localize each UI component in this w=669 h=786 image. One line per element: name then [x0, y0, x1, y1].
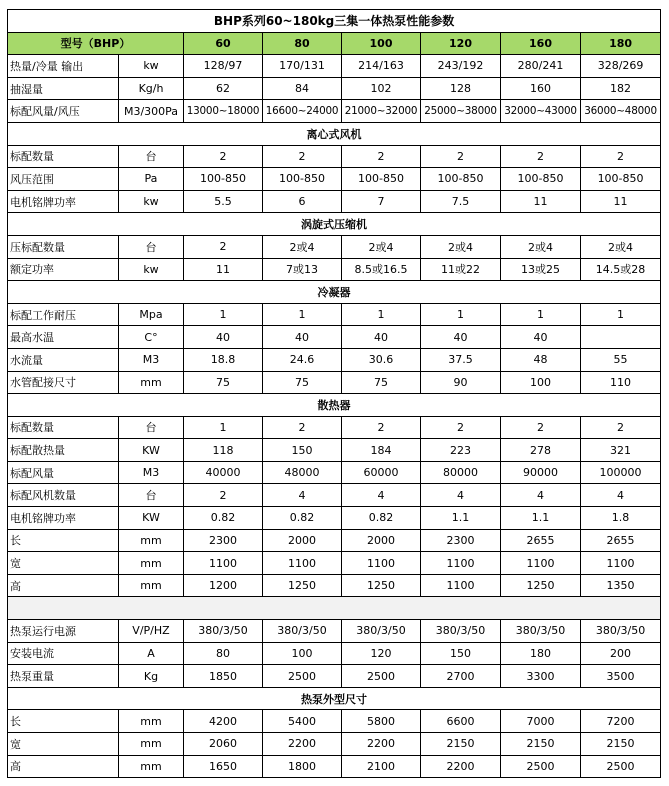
value-cell: 1250 [342, 574, 421, 597]
value-cell: 100-850 [581, 168, 661, 191]
row-unit: mm [119, 574, 184, 597]
value-cell: 11或22 [421, 258, 501, 281]
value-cell: 21000~32000 [342, 100, 421, 123]
value-cell: 1100 [501, 552, 581, 575]
spec-table [7, 9, 661, 778]
section-title: 离心式风机 [8, 122, 661, 145]
row-unit: kw [119, 190, 184, 213]
value-cell: 278 [501, 439, 581, 462]
model-160: 160 [501, 32, 581, 55]
section-row [8, 687, 661, 710]
value-cell: 100-850 [263, 168, 342, 191]
value-cell: 1800 [263, 755, 342, 778]
value-cell: 100000 [581, 461, 661, 484]
value-cell: 2000 [263, 529, 342, 552]
value-cell: 1100 [581, 552, 661, 575]
value-cell: 40 [501, 326, 581, 349]
value-cell: 180 [501, 642, 581, 665]
value-cell: 90 [421, 371, 501, 394]
value-cell: 182 [581, 77, 661, 100]
row-unit: 台 [119, 235, 184, 258]
value-cell: 1 [263, 303, 342, 326]
row-unit: M3 [119, 348, 184, 371]
table-row [8, 168, 661, 191]
value-cell: 13或25 [501, 258, 581, 281]
value-cell: 2500 [501, 755, 581, 778]
model-60: 60 [184, 32, 263, 55]
value-cell: 40 [184, 326, 263, 349]
value-cell: 60000 [342, 461, 421, 484]
section-row [8, 394, 661, 417]
row-label: 压标配数量 [8, 235, 119, 258]
value-cell: 150 [263, 439, 342, 462]
row-label: 标配数量 [8, 145, 119, 168]
value-cell: 62 [184, 77, 263, 100]
row-label: 宽 [8, 733, 119, 756]
value-cell: 380/3/50 [263, 620, 342, 643]
row-unit: KW [119, 439, 184, 462]
value-cell: 2或4 [501, 235, 581, 258]
value-cell: 1100 [263, 552, 342, 575]
value-cell: 110 [581, 371, 661, 394]
value-cell: 2 [263, 416, 342, 439]
value-cell: 2150 [421, 733, 501, 756]
value-cell: 1100 [342, 552, 421, 575]
row-label: 抽湿量 [8, 77, 119, 100]
spec-table-body [8, 10, 661, 778]
value-cell: 102 [342, 77, 421, 100]
value-cell: 8.5或16.5 [342, 258, 421, 281]
value-cell: 128/97 [184, 55, 263, 78]
title-row [8, 10, 661, 33]
value-cell: 3300 [501, 665, 581, 688]
table-row [8, 439, 661, 462]
table-row [8, 190, 661, 213]
spacer-cell [8, 597, 661, 620]
value-cell: 380/3/50 [184, 620, 263, 643]
value-cell: 1 [184, 303, 263, 326]
value-cell: 2200 [342, 733, 421, 756]
value-cell: 2150 [501, 733, 581, 756]
value-cell: 2 [421, 145, 501, 168]
table-row [8, 733, 661, 756]
value-cell: 7.5 [421, 190, 501, 213]
value-cell: 1100 [184, 552, 263, 575]
row-label: 热量/冷量 输出 [8, 55, 119, 78]
value-cell: 1.1 [421, 507, 501, 530]
value-cell: 6600 [421, 710, 501, 733]
value-cell: 2 [184, 145, 263, 168]
value-cell: 1 [581, 303, 661, 326]
value-cell: 11 [501, 190, 581, 213]
value-cell: 2 [501, 416, 581, 439]
section-title: 冷凝器 [8, 281, 661, 304]
row-unit: V/P/HZ [119, 620, 184, 643]
value-cell: 4 [263, 484, 342, 507]
value-cell: 5.5 [184, 190, 263, 213]
value-cell: 2500 [263, 665, 342, 688]
value-cell: 6 [263, 190, 342, 213]
table-row [8, 416, 661, 439]
table-row [8, 710, 661, 733]
row-label: 标配风量/风压 [8, 100, 119, 123]
value-cell: 2或4 [342, 235, 421, 258]
row-label: 水管配接尺寸 [8, 371, 119, 394]
row-unit: mm [119, 755, 184, 778]
value-cell: 1850 [184, 665, 263, 688]
value-cell: 150 [421, 642, 501, 665]
value-cell: 1 [342, 303, 421, 326]
spec-sheet [7, 9, 660, 778]
value-cell: 75 [342, 371, 421, 394]
value-cell: 7200 [581, 710, 661, 733]
row-label: 标配风机数量 [8, 484, 119, 507]
value-cell: 380/3/50 [421, 620, 501, 643]
row-unit: mm [119, 733, 184, 756]
table-row [8, 303, 661, 326]
value-cell: 100-850 [184, 168, 263, 191]
value-cell: 2 [421, 416, 501, 439]
value-cell: 100-850 [501, 168, 581, 191]
row-unit: mm [119, 552, 184, 575]
row-unit: 台 [119, 145, 184, 168]
value-cell: 2 [581, 416, 661, 439]
table-row [8, 77, 661, 100]
value-cell: 48 [501, 348, 581, 371]
value-cell: 5800 [342, 710, 421, 733]
value-cell: 128 [421, 77, 501, 100]
value-cell: 2或4 [263, 235, 342, 258]
row-unit: mm [119, 371, 184, 394]
model-180: 180 [581, 32, 661, 55]
row-label: 安装电流 [8, 642, 119, 665]
value-cell: 200 [581, 642, 661, 665]
row-unit: M3/300Pa [119, 100, 184, 123]
row-label: 标配散热量 [8, 439, 119, 462]
section-title: 涡旋式压缩机 [8, 213, 661, 236]
section-title: 热泵外型尺寸 [8, 687, 661, 710]
value-cell: 170/131 [263, 55, 342, 78]
spacer-row [8, 597, 661, 620]
row-unit: mm [119, 529, 184, 552]
section-row [8, 122, 661, 145]
value-cell: 24.6 [263, 348, 342, 371]
table-row [8, 755, 661, 778]
value-cell: 2或4 [421, 235, 501, 258]
value-cell: 7或13 [263, 258, 342, 281]
value-cell: 2 [184, 235, 263, 258]
value-cell: 4200 [184, 710, 263, 733]
value-cell: 7 [342, 190, 421, 213]
table-row [8, 100, 661, 123]
row-label: 标配数量 [8, 416, 119, 439]
value-cell: 214/163 [342, 55, 421, 78]
row-unit: M3 [119, 461, 184, 484]
value-cell: 2500 [342, 665, 421, 688]
value-cell: 1250 [263, 574, 342, 597]
value-cell: 0.82 [263, 507, 342, 530]
row-unit: Kg/h [119, 77, 184, 100]
value-cell: 223 [421, 439, 501, 462]
value-cell: 1 [421, 303, 501, 326]
section-title: 散热器 [8, 394, 661, 417]
section-row [8, 213, 661, 236]
value-cell: 1 [501, 303, 581, 326]
table-row [8, 348, 661, 371]
value-cell: 1200 [184, 574, 263, 597]
value-cell: 84 [263, 77, 342, 100]
value-cell: 4 [342, 484, 421, 507]
row-label: 额定功率 [8, 258, 119, 281]
value-cell: 48000 [263, 461, 342, 484]
table-row [8, 574, 661, 597]
row-label: 标配风量 [8, 461, 119, 484]
value-cell: 2500 [581, 755, 661, 778]
value-cell: 80 [184, 642, 263, 665]
table-row [8, 642, 661, 665]
value-cell: 40 [263, 326, 342, 349]
value-cell: 100-850 [421, 168, 501, 191]
value-cell: 55 [581, 348, 661, 371]
table-row [8, 371, 661, 394]
row-unit: kw [119, 258, 184, 281]
row-unit: Mpa [119, 303, 184, 326]
table-row [8, 620, 661, 643]
value-cell: 100-850 [342, 168, 421, 191]
value-cell: 243/192 [421, 55, 501, 78]
value-cell: 2655 [581, 529, 661, 552]
table-row [8, 145, 661, 168]
value-cell [581, 326, 661, 349]
value-cell: 25000~38000 [421, 100, 501, 123]
value-cell: 184 [342, 439, 421, 462]
table-title: BHP系列60~180kg三集一体热泵性能参数 [8, 10, 661, 33]
row-unit: Kg [119, 665, 184, 688]
row-label: 电机铭牌功率 [8, 190, 119, 213]
row-label: 电机铭牌功率 [8, 507, 119, 530]
row-label: 热泵重量 [8, 665, 119, 688]
table-row [8, 258, 661, 281]
value-cell: 160 [501, 77, 581, 100]
value-cell: 5400 [263, 710, 342, 733]
row-unit: Pa [119, 168, 184, 191]
value-cell: 1 [184, 416, 263, 439]
value-cell: 1100 [421, 552, 501, 575]
value-cell: 0.82 [184, 507, 263, 530]
value-cell: 4 [501, 484, 581, 507]
value-cell: 4 [581, 484, 661, 507]
value-cell: 2 [184, 484, 263, 507]
value-cell: 40 [421, 326, 501, 349]
row-label: 最高水温 [8, 326, 119, 349]
value-cell: 1350 [581, 574, 661, 597]
value-cell: 321 [581, 439, 661, 462]
row-label: 高 [8, 574, 119, 597]
value-cell: 1.8 [581, 507, 661, 530]
value-cell: 75 [263, 371, 342, 394]
row-label: 标配工作耐压 [8, 303, 119, 326]
value-cell: 2150 [581, 733, 661, 756]
row-label: 热泵运行电源 [8, 620, 119, 643]
value-cell: 1.1 [501, 507, 581, 530]
row-unit: mm [119, 710, 184, 733]
value-cell: 7000 [501, 710, 581, 733]
value-cell: 120 [342, 642, 421, 665]
value-cell: 2060 [184, 733, 263, 756]
model-label: 型号（BHP） [8, 32, 184, 55]
value-cell: 75 [184, 371, 263, 394]
row-unit: KW [119, 507, 184, 530]
table-row [8, 461, 661, 484]
row-label: 长 [8, 529, 119, 552]
value-cell: 2700 [421, 665, 501, 688]
value-cell: 40 [342, 326, 421, 349]
value-cell: 2300 [184, 529, 263, 552]
value-cell: 3500 [581, 665, 661, 688]
value-cell: 280/241 [501, 55, 581, 78]
model-100: 100 [342, 32, 421, 55]
row-unit: 台 [119, 416, 184, 439]
value-cell: 2300 [421, 529, 501, 552]
row-label: 水流量 [8, 348, 119, 371]
table-row [8, 55, 661, 78]
value-cell: 11 [184, 258, 263, 281]
value-cell: 36000~48000 [581, 100, 661, 123]
value-cell: 2 [581, 145, 661, 168]
value-cell: 2或4 [581, 235, 661, 258]
table-row [8, 529, 661, 552]
table-row [8, 235, 661, 258]
row-label: 风压范围 [8, 168, 119, 191]
row-label: 宽 [8, 552, 119, 575]
value-cell: 328/269 [581, 55, 661, 78]
value-cell: 118 [184, 439, 263, 462]
value-cell: 30.6 [342, 348, 421, 371]
value-cell: 1100 [421, 574, 501, 597]
value-cell: 380/3/50 [342, 620, 421, 643]
value-cell: 2655 [501, 529, 581, 552]
value-cell: 4 [421, 484, 501, 507]
value-cell: 80000 [421, 461, 501, 484]
value-cell: 11 [581, 190, 661, 213]
value-cell: 2 [342, 416, 421, 439]
value-cell: 0.82 [342, 507, 421, 530]
value-cell: 40000 [184, 461, 263, 484]
value-cell: 14.5或28 [581, 258, 661, 281]
row-unit: C° [119, 326, 184, 349]
header-row [8, 32, 661, 55]
value-cell: 13000~18000 [184, 100, 263, 123]
value-cell: 2000 [342, 529, 421, 552]
value-cell: 32000~43000 [501, 100, 581, 123]
value-cell: 90000 [501, 461, 581, 484]
table-row [8, 507, 661, 530]
value-cell: 16600~24000 [263, 100, 342, 123]
value-cell: 1650 [184, 755, 263, 778]
value-cell: 2200 [421, 755, 501, 778]
model-80: 80 [263, 32, 342, 55]
row-unit: A [119, 642, 184, 665]
value-cell: 2 [342, 145, 421, 168]
row-label: 高 [8, 755, 119, 778]
value-cell: 100 [501, 371, 581, 394]
row-label: 长 [8, 710, 119, 733]
value-cell: 1250 [501, 574, 581, 597]
table-row [8, 484, 661, 507]
model-120: 120 [421, 32, 501, 55]
row-unit: kw [119, 55, 184, 78]
table-row [8, 552, 661, 575]
value-cell: 18.8 [184, 348, 263, 371]
value-cell: 2200 [263, 733, 342, 756]
value-cell: 380/3/50 [501, 620, 581, 643]
section-row [8, 281, 661, 304]
value-cell: 2100 [342, 755, 421, 778]
table-row [8, 326, 661, 349]
table-row [8, 665, 661, 688]
value-cell: 380/3/50 [581, 620, 661, 643]
value-cell: 2 [501, 145, 581, 168]
value-cell: 2 [263, 145, 342, 168]
value-cell: 100 [263, 642, 342, 665]
row-unit: 台 [119, 484, 184, 507]
value-cell: 37.5 [421, 348, 501, 371]
